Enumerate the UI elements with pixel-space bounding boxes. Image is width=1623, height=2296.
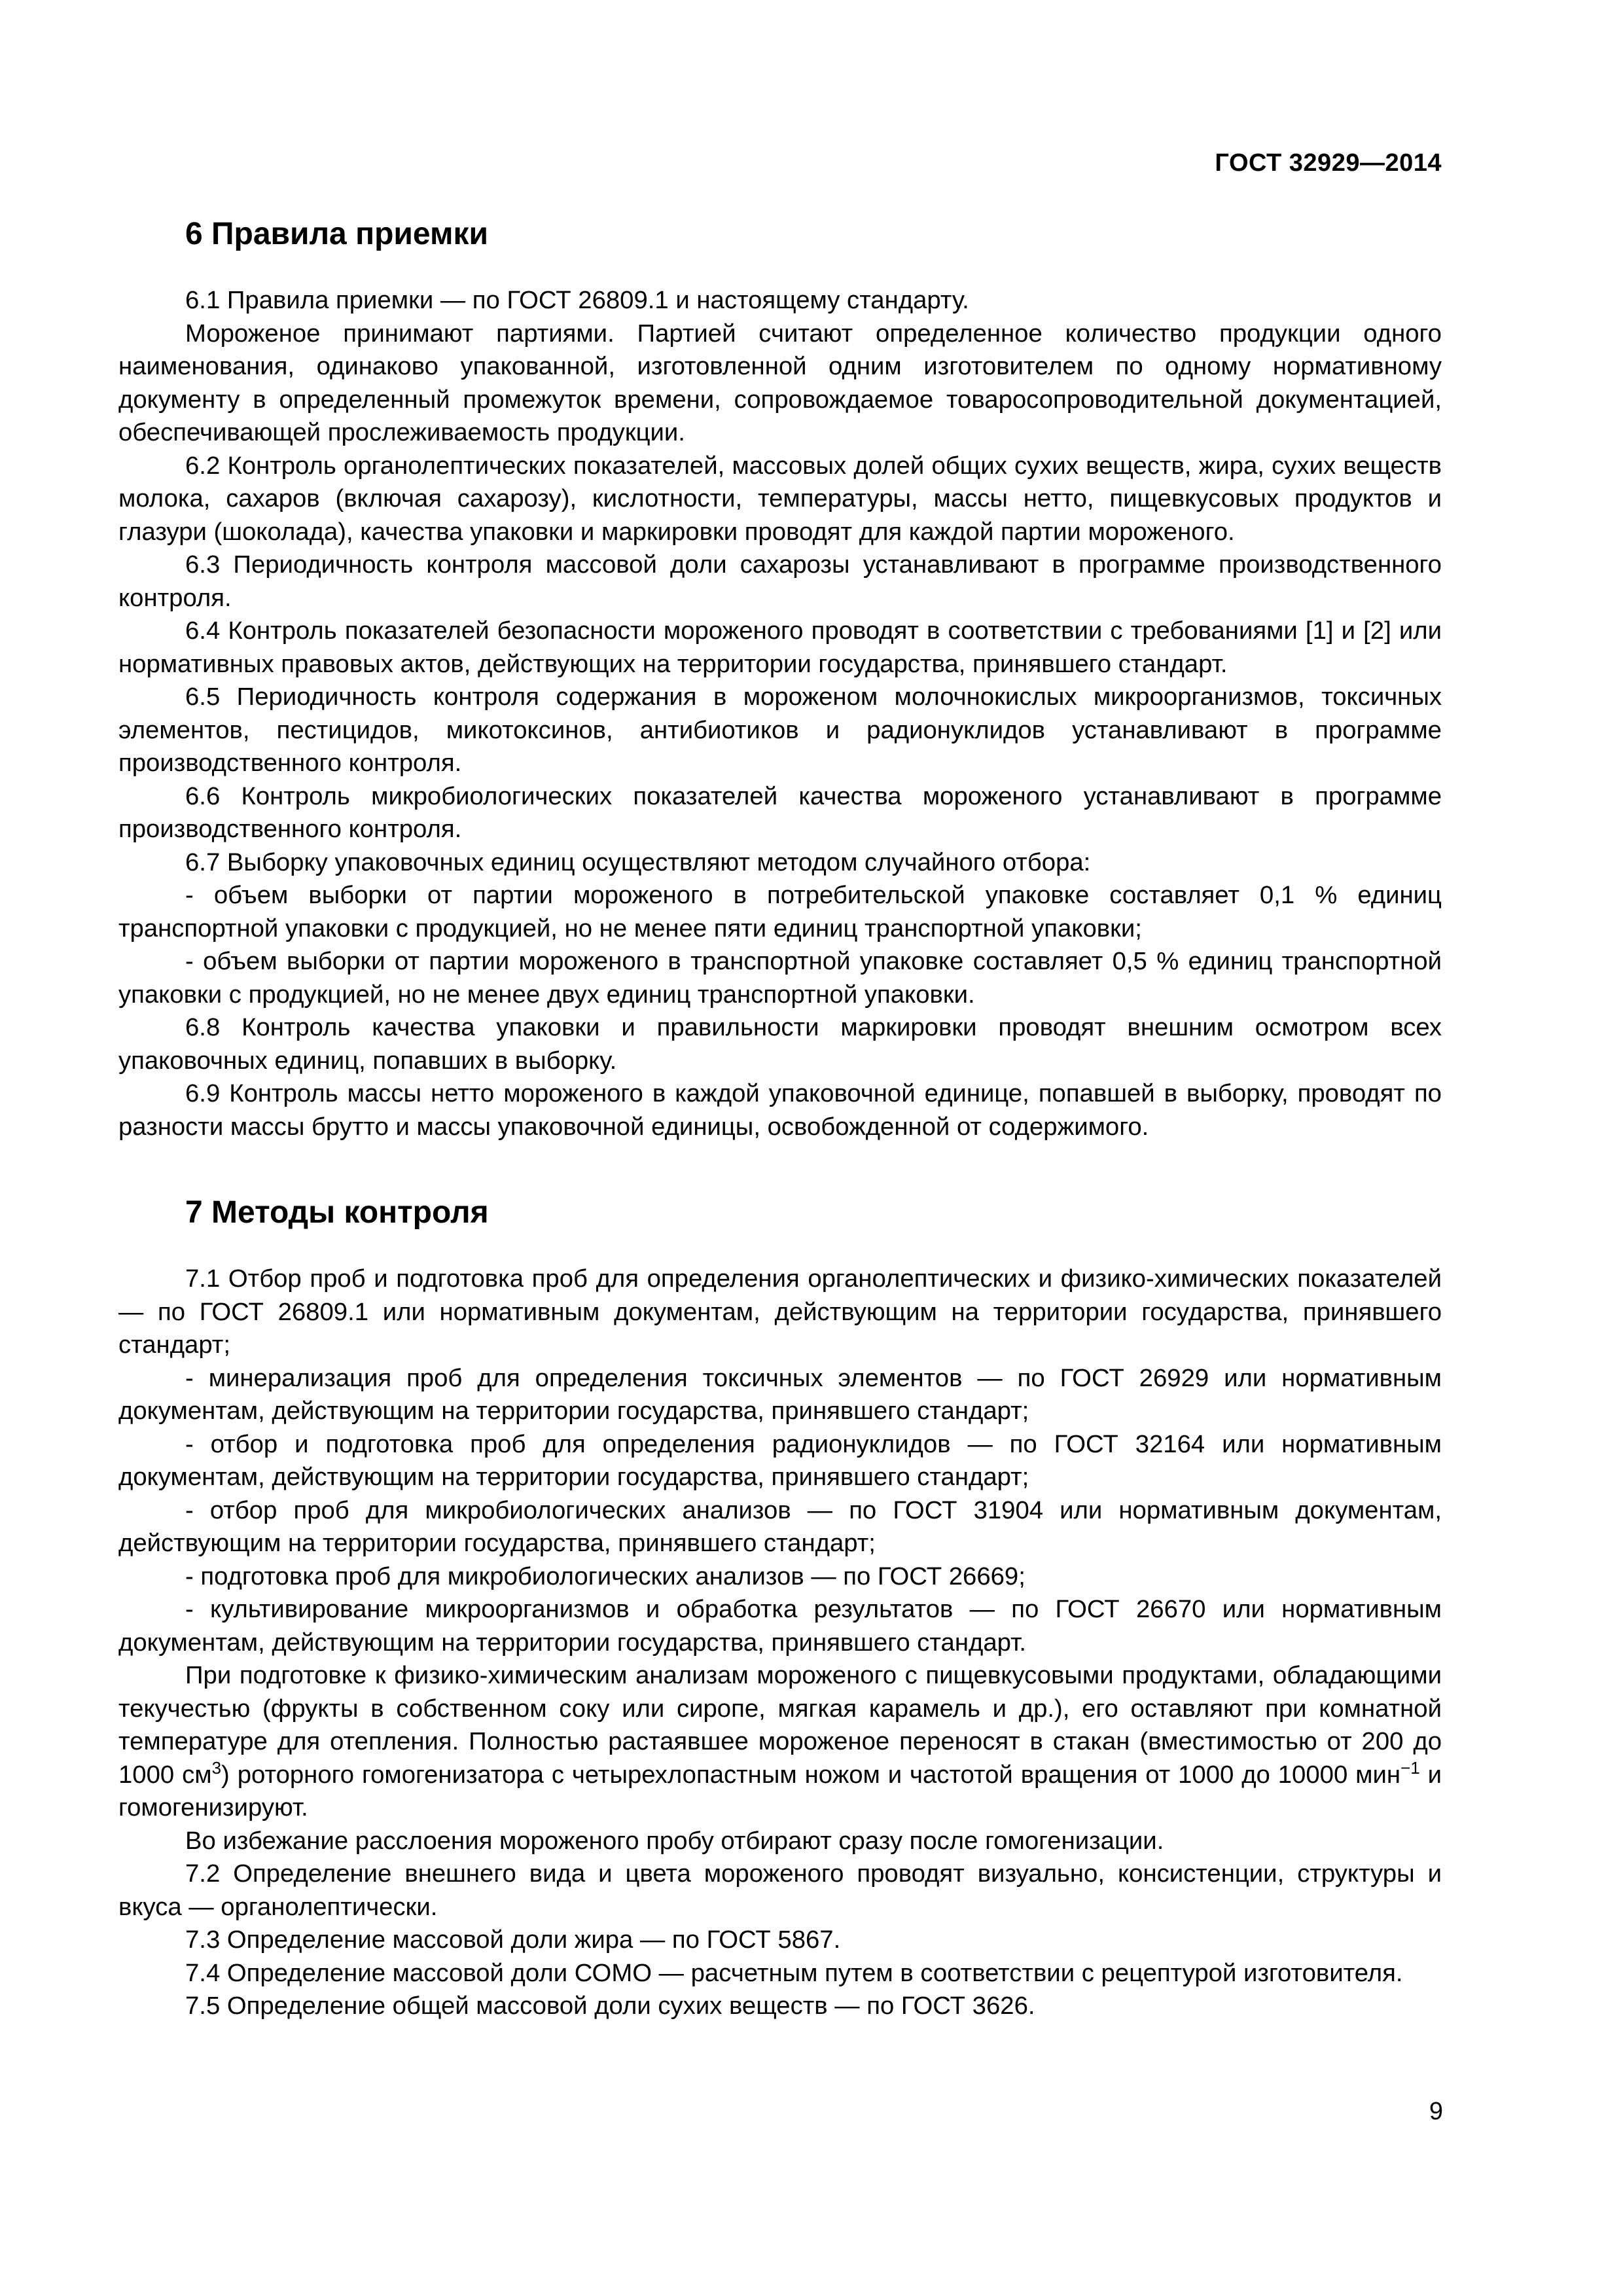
paragraph-7-1-mineralization: - минерализация проб для определения токсичных элементов — по ГОСТ 26929 или нормативным документам, действующим на территории государства, принявшего стандарт; [118,1363,1442,1425]
section-7-title: 7 Методы контроля [185,1195,489,1230]
homogenization-text-2: ) роторного гомогенизатора с четырехлопастным ножом и частотой вращения от 1000 до 10000 мин [221,1760,1401,1789]
paragraph-6-7: 6.7 Выборку упаковочных единиц осуществляют методом случайного отбора: [185,848,1091,876]
paragraph-6-6: 6.6 Контроль микробиологических показателей качества мороженого устанавливают в программе производственного контроля. [118,781,1442,843]
superscript-per-minute: −1 [1400,1757,1420,1778]
superscript-cubic: 3 [211,1757,222,1778]
paragraph-7-4: 7.4 Определение массовой доли СОМО — расчетным путем в соответствии с рецептурой изготовителя. [185,1958,1403,1987]
paragraph-6-5: 6.5 Периодичность контроля содержания в мороженом молочнокислых микроорганизмов, токсичных элементов, пестицидов, микотоксинов, антибиотиков и радионуклидов устанавливают в программе производственного контроля. [118,683,1442,777]
paragraph-6-1: 6.1 Правила приемки — по ГОСТ 26809.1 и настоящему стандарту. [185,286,969,314]
paragraph-7-1-microbio-prep: - подготовка проб для микробиологических анализов — по ГОСТ 26669; [185,1562,1026,1590]
paragraph-7-1-cultivation: - культивирование микроорганизмов и обработка результатов — по ГОСТ 26670 или нормативным документам, действующим на территории государства, принявшего стандарт. [118,1595,1442,1657]
homogenization-text-1: При подготовке к физико-химическим анализам мороженого с пищевкусовыми продуктами, обладающими текучестью (фрукты в собственном соку или сиропе, мягкая карамель и др.), его оставляют при комнатной температуре для отепления. Полностью растаявшее мороженое переносят в стакан (вместимостью от 200 до 1000 см [118,1661,1442,1789]
paragraph-7-1: 7.1 Отбор проб и подготовка проб для определения органолептических и физико-химических показателей — по ГОСТ 26809.1 или нормативным документам, действующим на территории государства, принявшего стандарт; [118,1265,1442,1359]
paragraph-6-9: 6.9 Контроль массы нетто мороженого в каждой упаковочной единице, попавшей в выборку, проводят по разности массы брутто и массы упаковочной единицы, освобожденной от содержимого. [118,1079,1442,1141]
paragraph-6-7-transport-pack: - объем выборки от партии мороженого в транспортной упаковке составляет 0,5 % единиц транспортной упаковки с продукцией, но не менее двух единиц транспортной упаковки. [118,947,1442,1009]
paragraph-7-1-radionuclides: - отбор и подготовка проб для определения радионуклидов — по ГОСТ 32164 или нормативным документам, действующим на территории государства, принявшего стандарт; [118,1429,1442,1491]
paragraph-7-1-microbio-sampling: - отбор проб для микробиологических анализов — по ГОСТ 31904 или нормативным документам, действующим на территории государства, принявшего стандарт; [118,1496,1442,1557]
paragraph-7-3: 7.3 Определение массовой доли жира — по ГОСТ 5867. [185,1926,841,1954]
paragraph-separation: Во избежание расслоения мороженого пробу отбирают сразу после гомогенизации. [185,1826,1164,1855]
paragraph-6-4: 6.4 Контроль показателей безопасности мороженого проводят в соответствии с требованиями [1] и [2] или нормативных правовых актов, действующих на территории государства, принявшего стандарт. [118,617,1442,678]
document-header-id: ГОСТ 32929—2014 [1215,149,1442,177]
paragraph-batch-definition: Мороженое принимают партиями. Партией считают определенное количество продукции одного наименования, одинаково упакованной, изготовленной одним изготовителем по одному нормативному документу в определенный промежуток времени, сопровождаемое товаросопроводительной документацией, обеспечивающей прослеживаемость продукции. [118,319,1442,446]
section-6-title: 6 Правила приемки [185,217,489,251]
paragraph-6-8: 6.8 Контроль качества упаковки и правильности маркировки проводят внешним осмотром всех упаковочных единиц, попавших в выборку. [118,1013,1442,1075]
page-content [118,216,1442,2023]
page-number: 9 [1429,2098,1443,2125]
paragraph-7-5: 7.5 Определение общей массовой доли сухих веществ — по ГОСТ 3626. [185,1992,1035,2020]
homogenization-text-3: и гомогенизируют. [118,1760,1442,1821]
paragraph-6-2: 6.2 Контроль органолептических показателей, массовых долей общих сухих веществ, жира, сухих веществ молока, сахаров (включая сахарозу), кислотности, температуры, массы нетто, пищевкусовых продуктов и глазури (шоколада), качества упаковки и маркировки проводят для каждой партии мороженого. [118,451,1442,546]
paragraph-6-3: 6.3 Периодичность контроля массовой доли сахарозы устанавливают в программе производственного контроля. [118,550,1442,612]
paragraph-6-7-consumer-pack: - объем выборки от партии мороженого в потребительской упаковке составляет 0,1 % единиц транспортной упаковки с продукцией, но не менее пяти единиц транспортной упаковки; [118,881,1442,942]
paragraph-homogenization [118,1659,1442,1825]
paragraph-7-2: 7.2 Определение внешнего вида и цвета мороженого проводят визуально, консистенции, структуры и вкуса — органолептически. [118,1859,1442,1921]
